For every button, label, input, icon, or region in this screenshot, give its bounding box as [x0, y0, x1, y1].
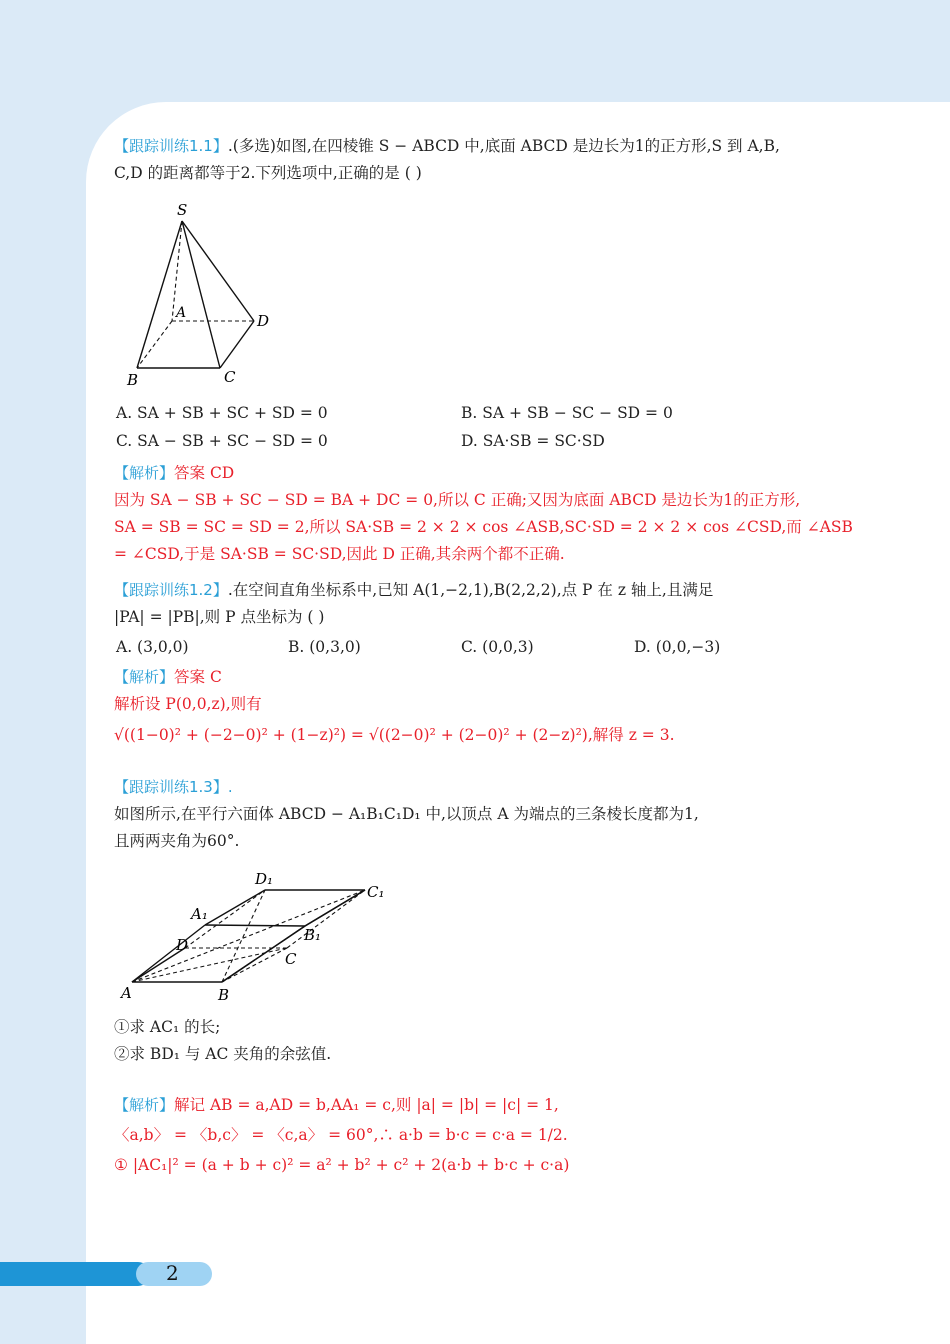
- problem-text: |PA| = |PB|,则 P 点坐标为 ( ): [114, 608, 325, 626]
- label-d1: D₁: [255, 870, 274, 888]
- label-c1: C₁: [367, 883, 385, 901]
- problem-tag: 【跟踪训练1.1】: [114, 137, 228, 155]
- solution-tag: 【解析】: [114, 464, 175, 482]
- solution-line: = ∠CSD,于是 SA·SB = SC·SD,因此 D 正确,其余两个都不正确.: [114, 545, 565, 563]
- solution-line: 解记 AB = a,AD = b,AA₁ = c,则 |a| = |b| = |c| = 1,: [174, 1096, 559, 1114]
- label-d: D: [257, 312, 270, 330]
- solution-line: SA = SB = SC = SD = 2,所以 SA·SB = 2 × 2 × cos ∠ASB,SC·SD = 2 × 2 × cos ∠CSD,而 ∠ASB: [114, 518, 853, 536]
- option-a: A. SA + SB + SC + SD = 0: [116, 404, 328, 422]
- page-bar-dark: [0, 1262, 150, 1286]
- label-b: B: [218, 986, 230, 1004]
- problem-text: C,D 的距离都等于2.下列选项中,正确的是 ( ): [114, 164, 422, 182]
- problem-1-3: [114, 774, 699, 855]
- page-number: 2: [166, 1261, 179, 1285]
- problem-text: 如图所示,在平行六面体 ABCD − A₁B₁C₁D₁ 中,以顶点 A 为端点的三条棱长度都为1,: [114, 805, 699, 823]
- pyramid-figure: [120, 195, 280, 390]
- problem-tag: 【跟踪训练1.2】: [114, 581, 228, 599]
- option-c: C. SA − SB + SC − SD = 0: [116, 432, 328, 450]
- label-c: C: [285, 950, 297, 968]
- solution-line: ① |AC₁|² = (a + b + c)² = a² + b² + c² + 2(a·b + b·c + c·a): [114, 1156, 570, 1174]
- question-1: ①求 AC₁ 的长;: [114, 1018, 221, 1036]
- label-a: A: [121, 984, 132, 1002]
- label-s: S: [177, 201, 188, 219]
- question-2: ②求 BD₁ 与 AC 夹角的余弦值.: [114, 1045, 332, 1063]
- problem-text: .在空间直角坐标系中,已知 A(1,−2,1),B(2,2,2),点 P 在 z 轴上,且满足: [227, 581, 714, 599]
- label-b: B: [127, 371, 139, 389]
- problem-1-2: [114, 577, 713, 631]
- answer: 答案 C: [174, 668, 222, 686]
- problem-text: .(多选)如图,在四棱锥 S − ABCD 中,底面 ABCD 是边长为1的正方形,S 到 A,B,: [227, 137, 780, 155]
- label-b1: B₁: [304, 926, 322, 944]
- parallelepiped-figure: [115, 864, 400, 1009]
- option-d: D. (0,0,−3): [634, 638, 721, 656]
- option-d: D. SA·SB = SC·SD: [461, 432, 605, 450]
- solution-tag: 【解析】: [114, 668, 175, 686]
- option-b: B. (0,3,0): [288, 638, 361, 656]
- option-c: C. (0,0,3): [461, 638, 534, 656]
- solution-line: 因为 SA − SB + SC − SD = BA + DC = 0,所以 C 正确;又因为底面 ABCD 是边长为1的正方形,: [114, 491, 801, 509]
- label-a1: A₁: [191, 905, 208, 923]
- solution-line: √((1−0)² + (−2−0)² + (1−z)²) = √((2−0)² + (2−0)² + (2−z)²),解得 z = 3.: [114, 726, 675, 744]
- label-a: A: [176, 305, 187, 321]
- problem-tag: 【跟踪训练1.3】.: [114, 778, 233, 796]
- problem-1-1: [114, 133, 780, 187]
- solution-tag: 【解析】: [114, 1096, 175, 1114]
- questions-1-3: [114, 1014, 331, 1068]
- solution-line: 〈a,b〉 = 〈b,c〉 = 〈c,a〉 = 60°,∴ a·b = b·c = c·a = 1/2.: [114, 1126, 568, 1144]
- solution-1-3: [114, 1090, 569, 1180]
- answer: 答案 CD: [174, 464, 235, 482]
- solution-1-2: [114, 664, 675, 749]
- option-a: A. (3,0,0): [116, 638, 189, 656]
- option-b: B. SA + SB − SC − SD = 0: [461, 404, 673, 422]
- label-c: C: [224, 368, 236, 386]
- solution-line: 解析设 P(0,0,z),则有: [114, 695, 262, 713]
- page-number-bar: [0, 1262, 212, 1286]
- label-d: D: [176, 936, 189, 954]
- solution-1-1: [114, 460, 853, 568]
- problem-text: 且两两夹角为60°.: [114, 832, 240, 850]
